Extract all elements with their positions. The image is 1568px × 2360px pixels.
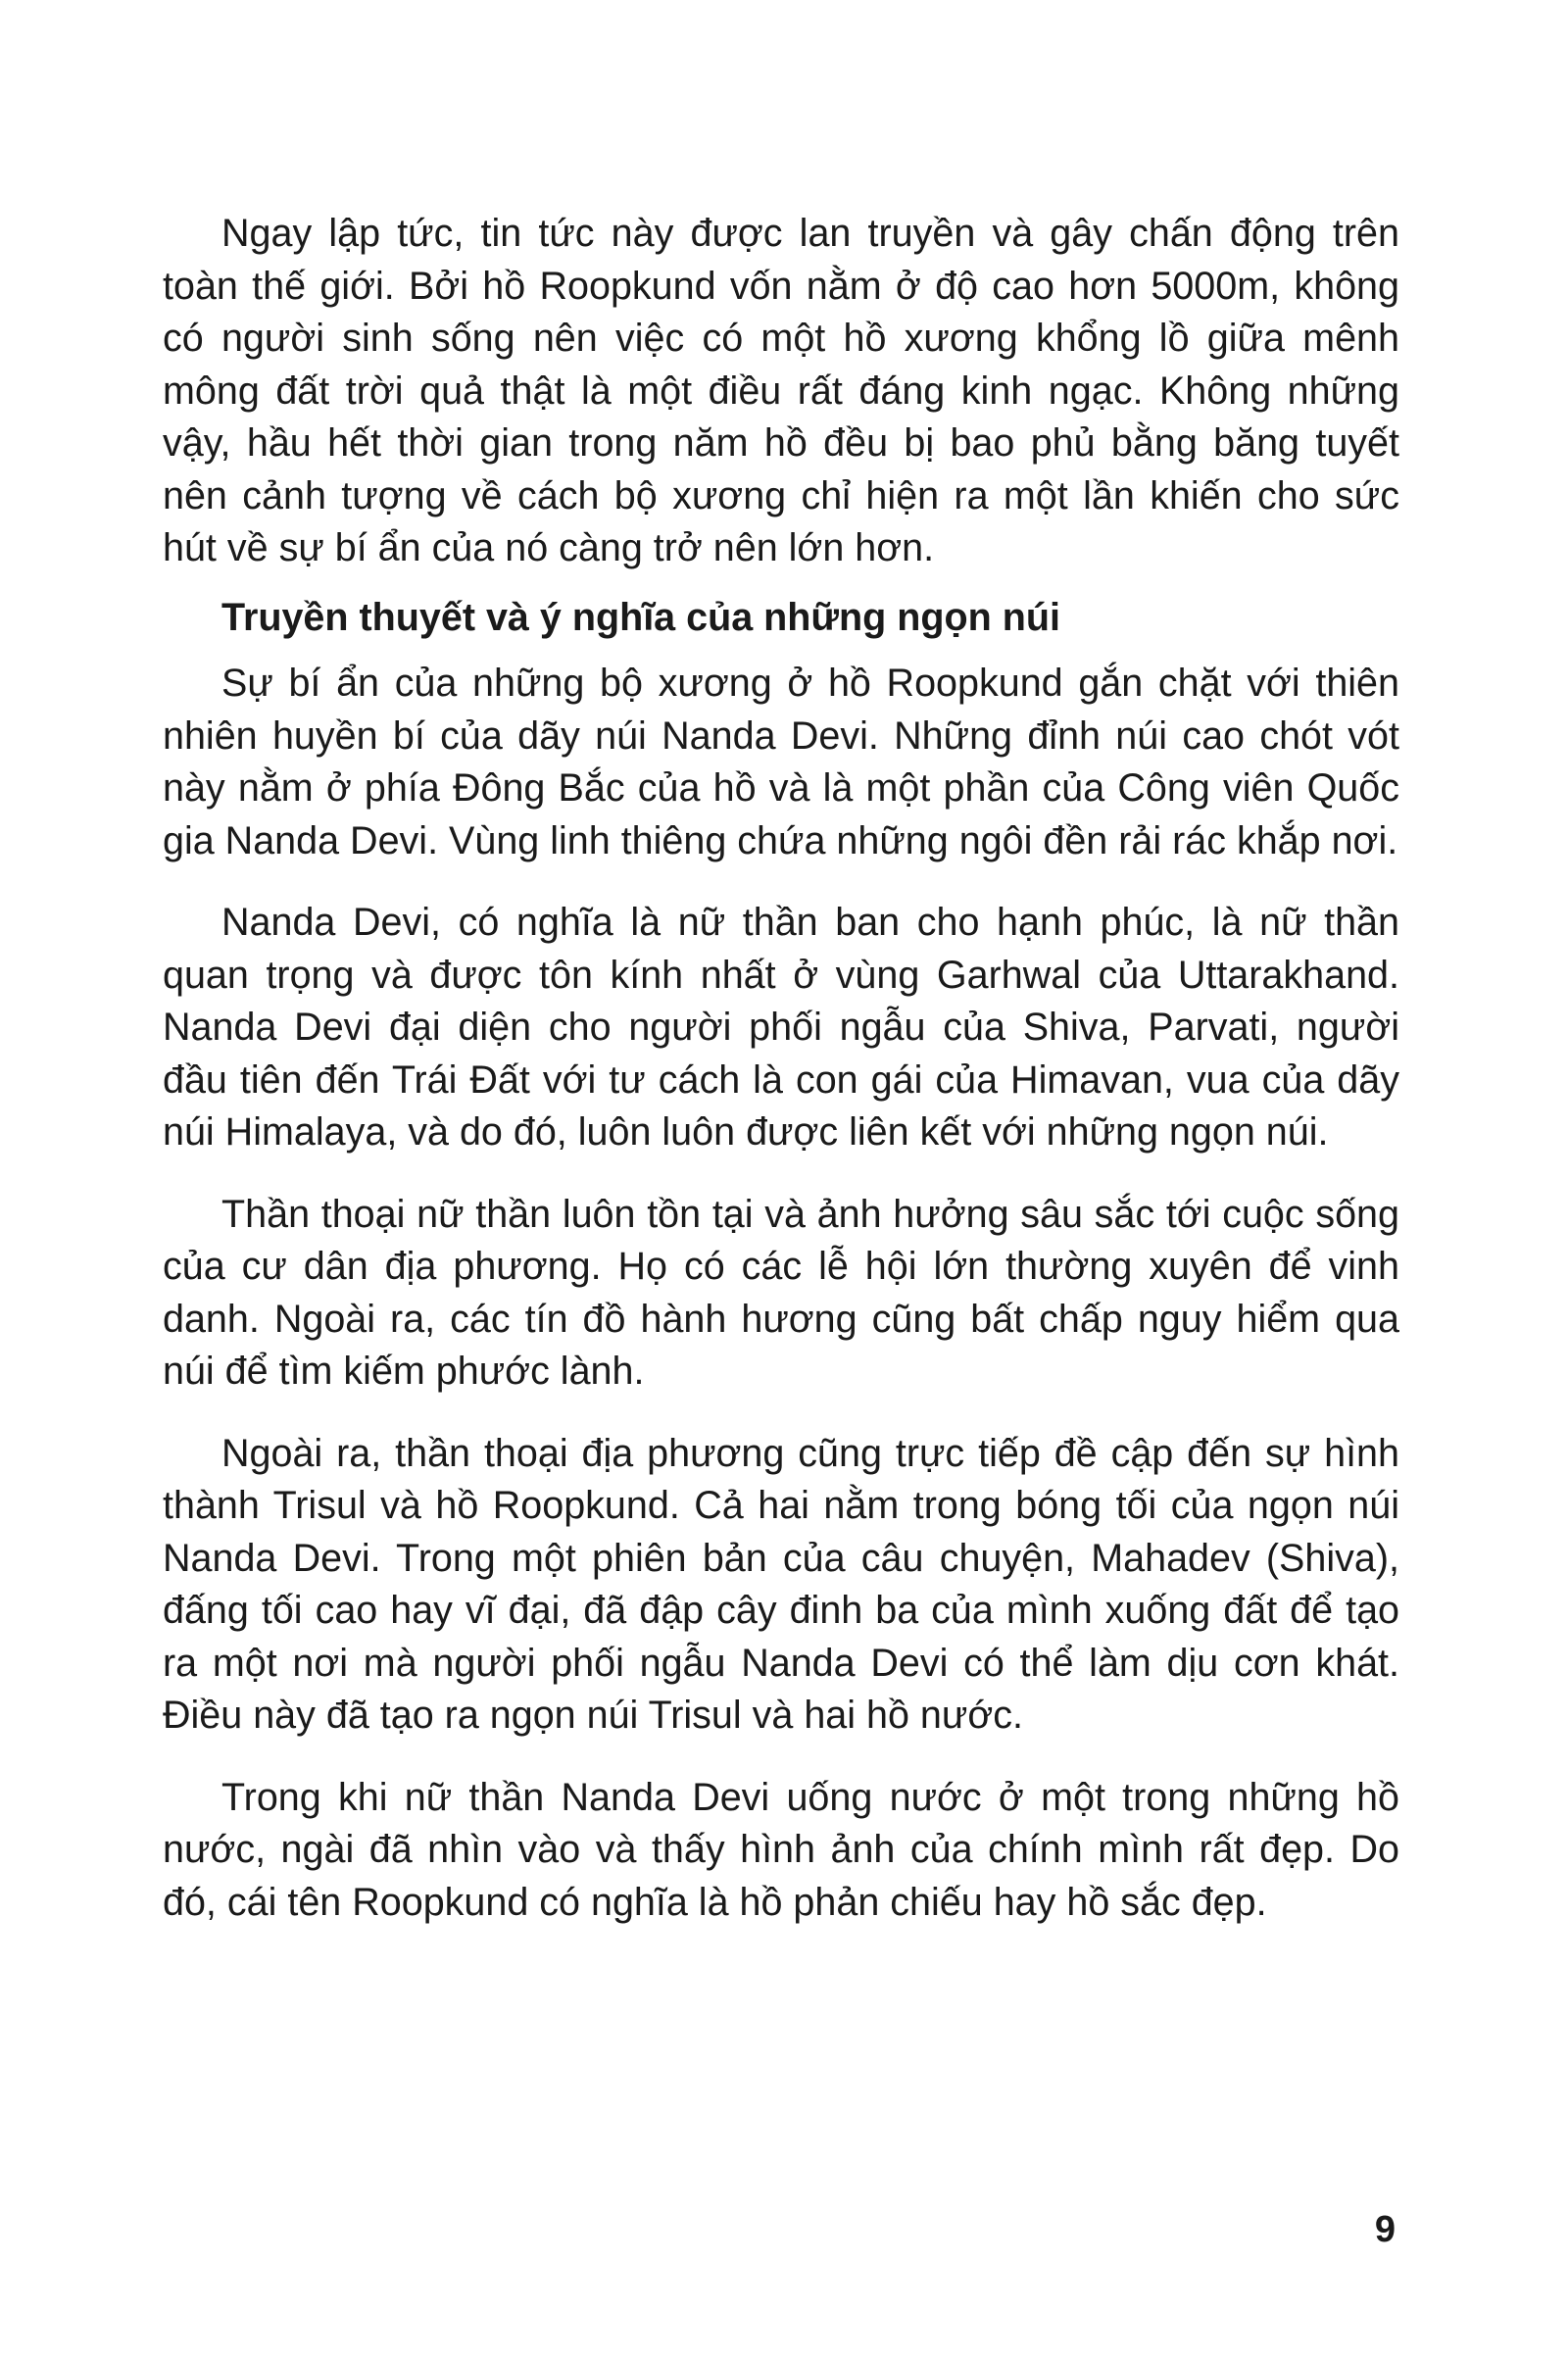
page-body (163, 208, 1399, 1929)
paragraph-nanda-devi-range: Sự bí ẩn của những bộ xương ở hồ Roopkund gắn chặt với thiên nhiên huyền bí của dãy núi Nanda Devi. Những đỉnh núi cao chót vót này nằm ở phía Đông Bắc của hồ và là một phần của Công viên Quốc gia Nanda Devi. Vùng linh thiêng chứa những ngôi đền rải rác khắp nơi. (163, 662, 1399, 862)
page-number: 9 (1374, 2209, 1396, 2250)
paragraph-nanda-devi-goddess: Nanda Devi, có nghĩa là nữ thần ban cho hạnh phúc, là nữ thần quan trọng và được tôn kính nhất ở vùng Garhwal của Uttarakhand. Nanda Devi đại diện cho người phối ngẫu của Shiva, Parvati, người đầu tiên đến Trái Đất với tư cách là con gái của Himavan, vua của dãy núi Himalaya, và do đó, luôn luôn được liên kết với những ngọn núi. (163, 901, 1399, 1154)
section-heading: Truyền thuyết và ý nghĩa của những ngọn núi (221, 595, 1060, 639)
paragraph-trisul-formation: Ngoài ra, thần thoại địa phương cũng trực tiếp đề cập đến sự hình thành Trisul và hồ Roopkund. Cả hai nằm trong bóng tối của ngọn núi Nanda Devi. Trong một phiên bản của câu chuyện, Mahadev (Shiva), đấng tối cao hay vĩ đại, đã đập cây đinh ba của mình xuống đất để tạo ra một nơi mà người phối ngẫu Nanda Devi có thể làm dịu cơn khát. Điều này đã tạo ra ngọn núi Trisul và hai hồ nước. (163, 1431, 1399, 1737)
paragraph-skeleton-lake-news: Ngay lập tức, tin tức này được lan truyền và gây chấn động trên toàn thế giới. Bởi hồ Roopkund vốn nằm ở độ cao hơn 5000m, không có người sinh sống nên việc có một hồ xương khổng lồ giữa mênh mông đất trời quả thật là một điều rất đáng kinh ngạc. Không những vậy, hầu hết thời gian trong năm hồ đều bị bao phủ bằng băng tuyết nên cảnh tượng về cách bộ xương chỉ hiện ra một lần khiến cho sức hút về sự bí ẩn của nó càng trở nên lớn hơn. (163, 212, 1399, 569)
paragraph-roopkund-meaning: Trong khi nữ thần Nanda Devi uống nước ở một trong những hồ nước, ngài đã nhìn vào và thấy hình ảnh của chính mình rất đẹp. Do đó, cái tên Roopkund có nghĩa là hồ phản chiếu hay hồ sắc đẹp. (163, 1775, 1399, 1924)
paragraph-local-mythology: Thần thoại nữ thần luôn tồn tại và ảnh hưởng sâu sắc tới cuộc sống của cư dân địa phương. Họ có các lễ hội lớn thường xuyên để vinh danh. Ngoài ra, các tín đồ hành hương cũng bất chấp nguy hiểm qua núi để tìm kiếm phước lành. (163, 1192, 1399, 1393)
